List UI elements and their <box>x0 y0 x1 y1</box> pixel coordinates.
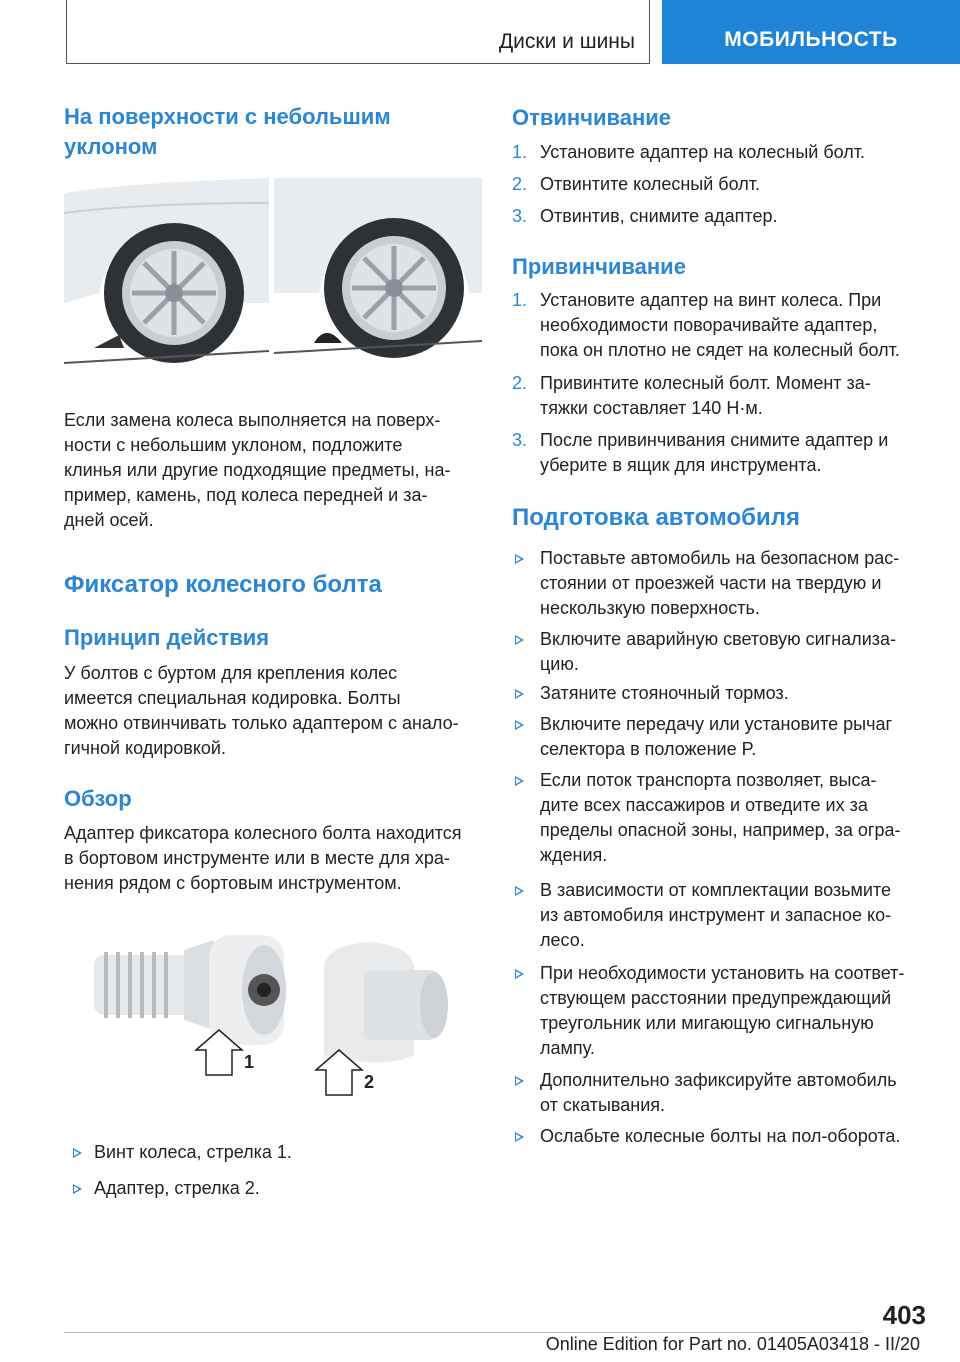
bullet-text-line: стоянии от проезжей части на твердую и <box>540 573 882 593</box>
header-section-tab <box>66 0 650 64</box>
text-line: можно отвинчивать только адаптером с анало- <box>64 713 459 733</box>
heading-vehicle-prep: Подготовка автомобиля <box>512 504 800 531</box>
bullet-text-line: В зависимости от комплектации возьмите <box>540 880 892 900</box>
bullet-text-line: Включите передачу или установите рычаг <box>540 714 893 734</box>
bullet-triangle-icon <box>515 886 524 896</box>
text-line: нения рядом с бортовым инструментом. <box>64 873 402 893</box>
bullet-text-line: При необходимости установить на соответ- <box>540 963 905 983</box>
step-text-line: Привинтите колесный болт. Момент за- <box>540 373 871 393</box>
step-text-line: Отвинтите колесный болт. <box>540 174 760 194</box>
footer-edition: Online Edition for Part no. 01405A03418 - II/20 <box>545 1334 920 1354</box>
bullet-text-line: ждения. <box>540 845 608 865</box>
text-line: Если замена колеса выполняется на поверх- <box>64 410 441 430</box>
bullet-text-line: пределы опасной зоны, например, за огра- <box>540 820 901 840</box>
paragraph-overview <box>64 821 462 896</box>
adapter-drawing <box>324 942 448 1063</box>
page-number: 403 <box>882 1300 926 1330</box>
heading-slope-line: уклоном <box>64 134 158 159</box>
step-number: 1. <box>512 290 528 310</box>
text-line: дней осей. <box>64 510 154 530</box>
step-text-line: уберите в ящик для инструмента. <box>540 455 822 475</box>
bullet-triangle-icon <box>515 720 524 730</box>
bullet-text-line: Если поток транспорта позволяет, выса- <box>540 770 877 790</box>
callout-1-label: 1 <box>244 1052 255 1072</box>
bullet-triangle-icon <box>73 1184 82 1194</box>
bullet-text-line: лампу. <box>540 1038 595 1058</box>
bullet-text-line: из автомобиля инструмент и запасное ко- <box>540 905 892 925</box>
bullet-triangle-icon <box>515 689 524 699</box>
header-section-title: Диски и шины <box>498 30 635 53</box>
bullet-text-line: нескользкую поверхность. <box>540 598 760 618</box>
step-number: 3. <box>512 430 528 450</box>
bullet-text-line: дите всех пассажиров и отведите их за <box>540 795 868 815</box>
step-text-line: После привинчивания снимите адаптер и <box>540 430 889 450</box>
bullet-text-line: треугольник или мигающую сигнальную <box>540 1013 874 1033</box>
bullet-text-line: селектора в положение P. <box>540 739 757 759</box>
paragraph-slope <box>64 408 450 533</box>
bullet-text-line: Поставьте автомобиль на безопасном рас- <box>540 548 900 568</box>
bullet-triangle-icon <box>515 554 524 564</box>
heading-slope-line: На поверхности с небольшим <box>64 104 391 129</box>
step-number: 1. <box>512 142 528 162</box>
step-text-line: тяжки составляет 140 Н·м. <box>540 398 763 418</box>
header-chapter-tab <box>662 0 960 64</box>
text-line: пример, камень, под колеса передней и за- <box>64 485 428 505</box>
heading-principle: Принцип действия <box>64 625 270 650</box>
text-line: У болтов с буртом для крепления колес <box>64 663 398 683</box>
step-number: 3. <box>512 206 528 226</box>
paragraph-principle <box>64 661 459 761</box>
heading-overview: Обзор <box>64 786 132 811</box>
heading-wheel-lock: Фиксатор колесного болта <box>64 571 382 598</box>
step-text-line: пока он плотно не сядет на колесный болт. <box>540 340 900 360</box>
wheel-on-slope-illustration <box>64 173 482 373</box>
bullet-text-line: Дополнительно зафиксируйте автомобиль <box>540 1070 897 1090</box>
bullet-text-line: цию. <box>540 654 579 674</box>
bullet-item: Винт колеса, стрелка 1. <box>94 1142 292 1162</box>
text-line: Адаптер фиксатора колесного болта находится <box>64 823 462 843</box>
text-line: гичной кодировкой. <box>64 738 226 758</box>
bullet-triangle-icon <box>73 1148 82 1158</box>
bullet-text-line: ствующем расстоянии предупреждающий <box>540 988 892 1008</box>
text-line: имеется специальная кодировка. Болты <box>64 688 401 708</box>
text-line: клинья или другие подходящие предметы, на- <box>64 460 451 480</box>
heading-screw: Привинчивание <box>512 254 686 279</box>
bullet-text-line: от скатывания. <box>540 1095 666 1115</box>
text-line: ности с небольшим уклоном, подложите <box>64 435 403 455</box>
text-line: в бортовом инструменте или в месте для хра- <box>64 848 450 868</box>
header-chapter-title: МОБИЛЬНОСТЬ <box>724 28 898 51</box>
bullet-text-line: лесо. <box>540 930 585 950</box>
bullet-text-line: Затяните стояночный тормоз. <box>540 683 789 703</box>
step-number: 2. <box>512 174 528 194</box>
bullet-triangle-icon <box>515 1076 524 1086</box>
step-text-line: Установите адаптер на винт колеса. При <box>540 290 882 310</box>
heading-unscrew: Отвинчивание <box>512 105 672 130</box>
bullet-text-line: Включите аварийную световую сигнализа- <box>540 629 897 649</box>
heading-slope <box>64 102 391 162</box>
step-text-line: Отвинтив, снимите адаптер. <box>540 206 778 226</box>
bullet-triangle-icon <box>515 776 524 786</box>
bullet-triangle-icon <box>515 635 524 645</box>
bullet-triangle-icon <box>515 969 524 979</box>
bullet-item: Адаптер, стрелка 2. <box>94 1178 260 1198</box>
footer-divider <box>64 1332 862 1333</box>
rear-wheel-panel <box>274 173 482 373</box>
step-number: 2. <box>512 373 528 393</box>
step-text-line: необходимости поворачивайте адаптер, <box>540 315 878 335</box>
bullet-triangle-icon <box>515 1132 524 1142</box>
bullet-text-line: Ослабьте колесные болты на пол-оборота. <box>540 1126 901 1146</box>
wheel-bolt-drawing <box>94 935 286 1045</box>
bolt-adapter-illustration <box>84 930 464 1110</box>
step-text-line: Установите адаптер на колесный болт. <box>540 142 866 162</box>
callout-2-label: 2 <box>364 1072 375 1092</box>
